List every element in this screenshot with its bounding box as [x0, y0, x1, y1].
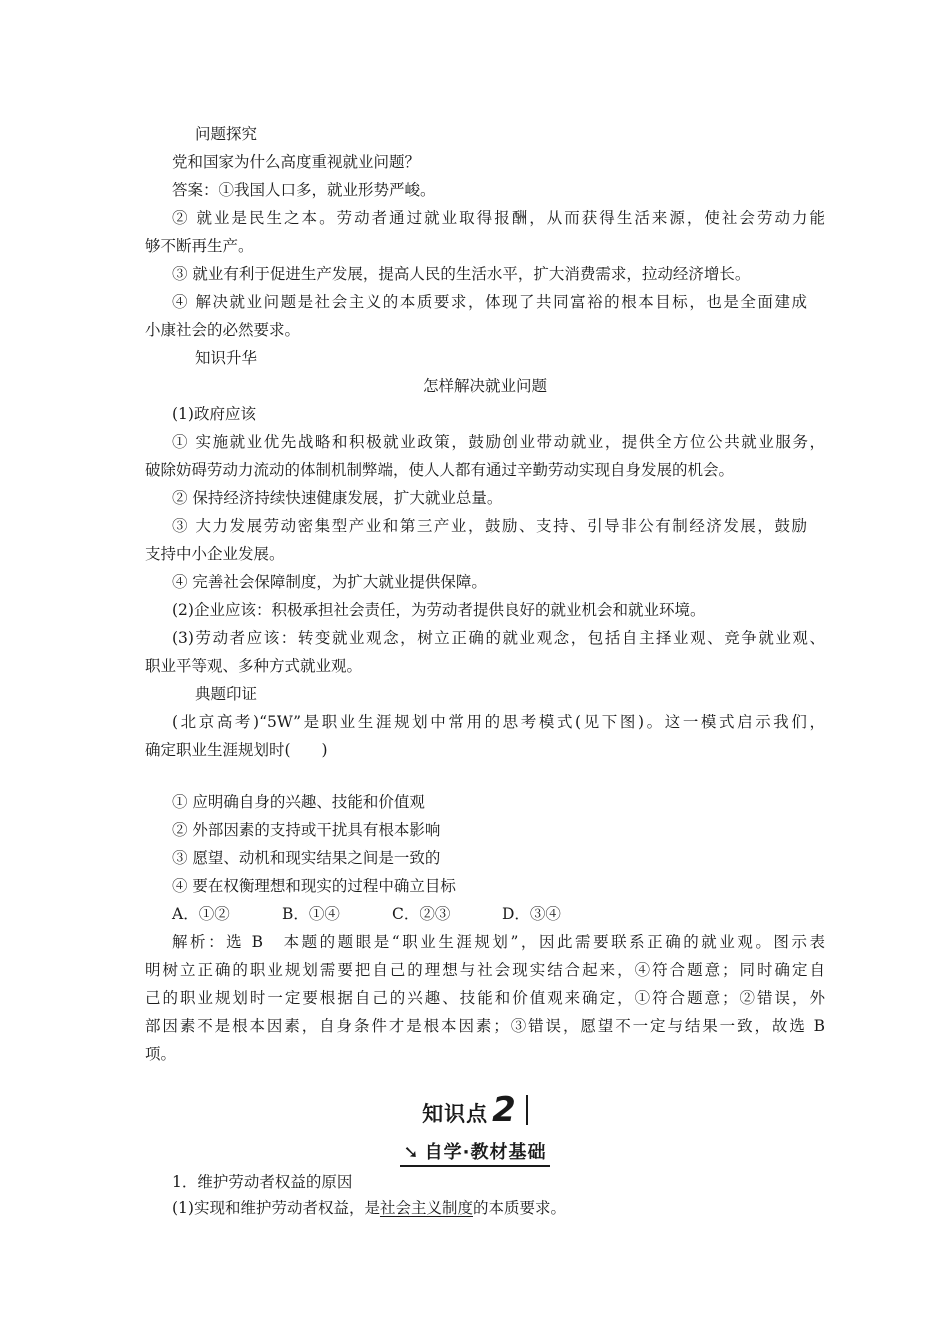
analysis-line-1: 解析：选 B 本题的题眼是“职业生涯规划”，因此需要联系正确的就业观。图示表	[172, 933, 825, 951]
inquiry-answer-4-line-1: ④ 解决就业问题是社会主义的本质要求，体现了共同富裕的根本目标，也是全面建成	[172, 293, 807, 311]
government-item-1-line-1: ① 实施就业优先战略和积极就业政策，鼓励创业带动就业，提供全方位公共就业服务，	[172, 433, 825, 451]
arrow-down-right-icon: ➘	[403, 1142, 419, 1163]
sublimation-title: 怎样解决就业问题	[422, 377, 547, 395]
option-d: D．③④	[502, 905, 561, 923]
section-line-underlined: 社会主义制度	[379, 1199, 473, 1217]
inquiry-answer-2-line-1: ② 就业是民生之本。劳动者通过就业取得报酬，从而获得生活来源，使社会劳动力能	[172, 209, 825, 227]
section-line-prefix: (1)实现和维护劳动者权益，是	[172, 1199, 380, 1217]
inquiry-question: 党和国家为什么高度重视就业问题？	[172, 153, 421, 171]
enterprise-paragraph: (2)企业应该：积极承担社会责任，为劳动者提供良好的就业机会和就业环境。	[172, 601, 706, 619]
example-heading: 典题印证	[195, 685, 258, 703]
example-stem-line-1: (北京高考)“5W”是职业生涯规划中常用的思考模式(见下图)。这一模式启示我们，	[172, 713, 825, 731]
government-item-4: ④ 完善社会保障制度，为扩大就业提供保障。	[172, 573, 487, 591]
option-c: C．②③	[392, 905, 451, 923]
inquiry-answer-1: 答案：①我国人口多，就业形势严峻。	[172, 181, 436, 199]
knowledge-point-number: 2	[492, 1090, 516, 1130]
government-heading: (1)政府应该	[172, 405, 256, 423]
section-heading: 1．维护劳动者权益的原因	[172, 1173, 353, 1191]
analysis-line-2: 明树立正确的职业规划需要把自己的理想与社会现实结合起来，④符合题意；同时确定自	[145, 961, 825, 979]
inquiry-answer-4-line-2: 小康社会的必然要求。	[145, 321, 301, 339]
knowledge-point-divider	[526, 1095, 528, 1125]
option-a: A．①②	[172, 905, 230, 923]
government-item-3-line-2: 支持中小企业发展。	[145, 545, 285, 563]
section-line-suffix: 的本质要求。	[472, 1199, 566, 1217]
inquiry-heading: 问题探究	[195, 125, 258, 143]
inquiry-answer-3: ③ 就业有利于促进生产发展，提高人民的生活水平，扩大消费需求，拉动经济增长。	[172, 265, 751, 283]
example-statement-1: ① 应明确自身的兴趣、技能和价值观	[172, 793, 425, 811]
government-item-1-line-2: 破除妨碍劳动力流动的体制机制弊端，使人人都有通过辛勤劳动实现自身发展的机会。	[145, 461, 735, 479]
example-statement-3: ③ 愿望、动机和现实结果之间是一致的	[172, 849, 441, 867]
laborer-paragraph-line-1: (3)劳动者应该：转变就业观念，树立正确的就业观念，包括自主择业观、竞争就业观、	[172, 629, 825, 647]
analysis-line-3: 己的职业规划时一定要根据自己的兴趣、技能和价值观来确定，①符合题意；②错误，外	[145, 989, 825, 1007]
self-study-banner	[0, 1138, 950, 1167]
example-options	[172, 904, 852, 924]
analysis-line-4: 部因素不是根本因素，自身条件才是根本因素；③错误，愿望不一定与结果一致，故选 B	[145, 1017, 825, 1035]
sublimation-heading: 知识升华	[195, 349, 258, 367]
laborer-paragraph-line-2: 职业平等观、多种方式就业观。	[145, 657, 363, 675]
government-item-3-line-1: ③ 大力发展劳动密集型产业和第三产业，鼓励、支持、引导非公有制经济发展，鼓励	[172, 517, 807, 535]
knowledge-point-header	[0, 1090, 950, 1130]
example-stem-line-2: 确定职业生涯规划时( )	[145, 741, 328, 759]
self-study-title: 自学·教材基础	[424, 1142, 547, 1163]
example-statement-2: ② 外部因素的支持或干扰具有根本影响	[172, 821, 441, 839]
inquiry-answer-2-line-2: 够不断再生产。	[145, 237, 254, 255]
section-line-1	[172, 1198, 852, 1218]
analysis-line-5: 项。	[145, 1045, 177, 1063]
example-statement-4: ④ 要在权衡理想和现实的过程中确立目标	[172, 877, 456, 895]
government-item-2: ② 保持经济持续快速健康发展，扩大就业总量。	[172, 489, 503, 507]
knowledge-point-label: 知识点	[422, 1102, 489, 1126]
option-b: B．①④	[282, 905, 340, 923]
